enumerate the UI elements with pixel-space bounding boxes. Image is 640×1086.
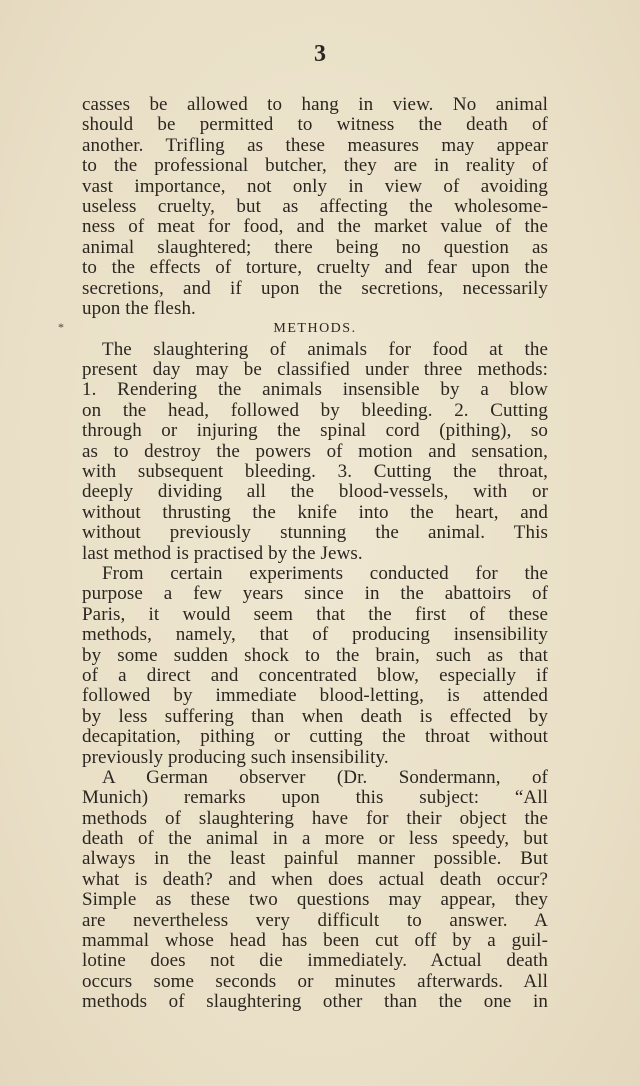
text-line: to the professional butcher, they are in reality of [82, 155, 548, 177]
text-line: always in the least painful manner possible. But [82, 848, 548, 870]
text-line: deeply dividing all the blood-vessels, with or [82, 481, 548, 503]
text-line: Simple as these two questions may appear, they [82, 889, 548, 911]
text-line: death of the animal in a more or less speedy, but [82, 828, 548, 850]
text-line: purpose a few years since in the abattoirs of [82, 583, 548, 605]
body-text [82, 95, 548, 1013]
text-line: The slaughtering of animals for food at the [102, 338, 548, 360]
page-number: 3 [314, 41, 326, 67]
text-line: upon the flesh. [82, 297, 196, 319]
text-line: From certain experiments conducted for the [102, 562, 548, 584]
text-line: lotine does not die immediately. Actual death [82, 950, 548, 972]
text-line: previously producing such insensibility. [82, 746, 389, 768]
text-line: are nevertheless very difficult to answer. A [82, 909, 548, 931]
text-line: methods, namely, that of producing insensibility [82, 624, 548, 646]
text-line: by some sudden shock to the brain, such as that [82, 644, 548, 666]
text-line: decapitation, pithing or cutting the throat without [82, 726, 548, 748]
text-line: A German observer (Dr. Sondermann, of [102, 766, 548, 788]
text-line: occurs some seconds or minutes afterwards. All [82, 970, 548, 992]
text-line: ness of meat for food, and the market value of the [82, 216, 548, 238]
text-line: present day may be classified under three methods: [82, 359, 548, 381]
text-line: vast importance, not only in view of avoiding [82, 175, 548, 197]
text-line: another. Trifling as these measures may appear [82, 134, 548, 156]
text-line: of a direct and concentrated blow, especially if [82, 664, 548, 686]
text-line: 1. Rendering the animals insensible by a blow [82, 379, 548, 401]
text-line: to the effects of torture, cruelty and fear upon the [82, 257, 548, 279]
text-line: mammal whose head has been cut off by a guil- [82, 930, 548, 952]
text-line: should be permitted to witness the death of [82, 114, 548, 136]
text-line: useless cruelty, but as affecting the wholesome- [82, 195, 548, 217]
text-line: Munich) remarks upon this subject: “All [82, 787, 548, 809]
text-line: last method is practised by the Jews. [82, 542, 363, 564]
text-line: by less suffering than when death is effected by [82, 705, 548, 727]
text-line: secretions, and if upon the secretions, necessarily [82, 277, 548, 299]
text-line: on the head, followed by bleeding. 2. Cutting [82, 399, 548, 421]
text-line: animal slaughtered; there being no question as [82, 236, 548, 258]
section-heading: METHODS. [273, 321, 357, 337]
text-line: through or injuring the spinal cord (pithing), so [82, 420, 548, 442]
text-line: methods of slaughtering other than the one in [82, 991, 548, 1013]
text-line: with subsequent bleeding. 3. Cutting the throat, [82, 461, 548, 483]
text-line: Paris, it would seem that the first of these [82, 603, 548, 625]
text-line: as to destroy the powers of motion and sensation, [82, 440, 548, 462]
text-line: methods of slaughtering have for their object the [82, 807, 548, 829]
margin-mark: * [58, 320, 64, 334]
text-line: without thrusting the knife into the heart, and [82, 501, 548, 523]
text-line: without previously stunning the animal. This [82, 522, 548, 544]
text-line: what is death? and when does actual death occur? [82, 868, 548, 890]
text-line: followed by immediate blood-letting, is attended [82, 685, 548, 707]
text-line: casses be allowed to hang in view. No animal [82, 94, 548, 115]
